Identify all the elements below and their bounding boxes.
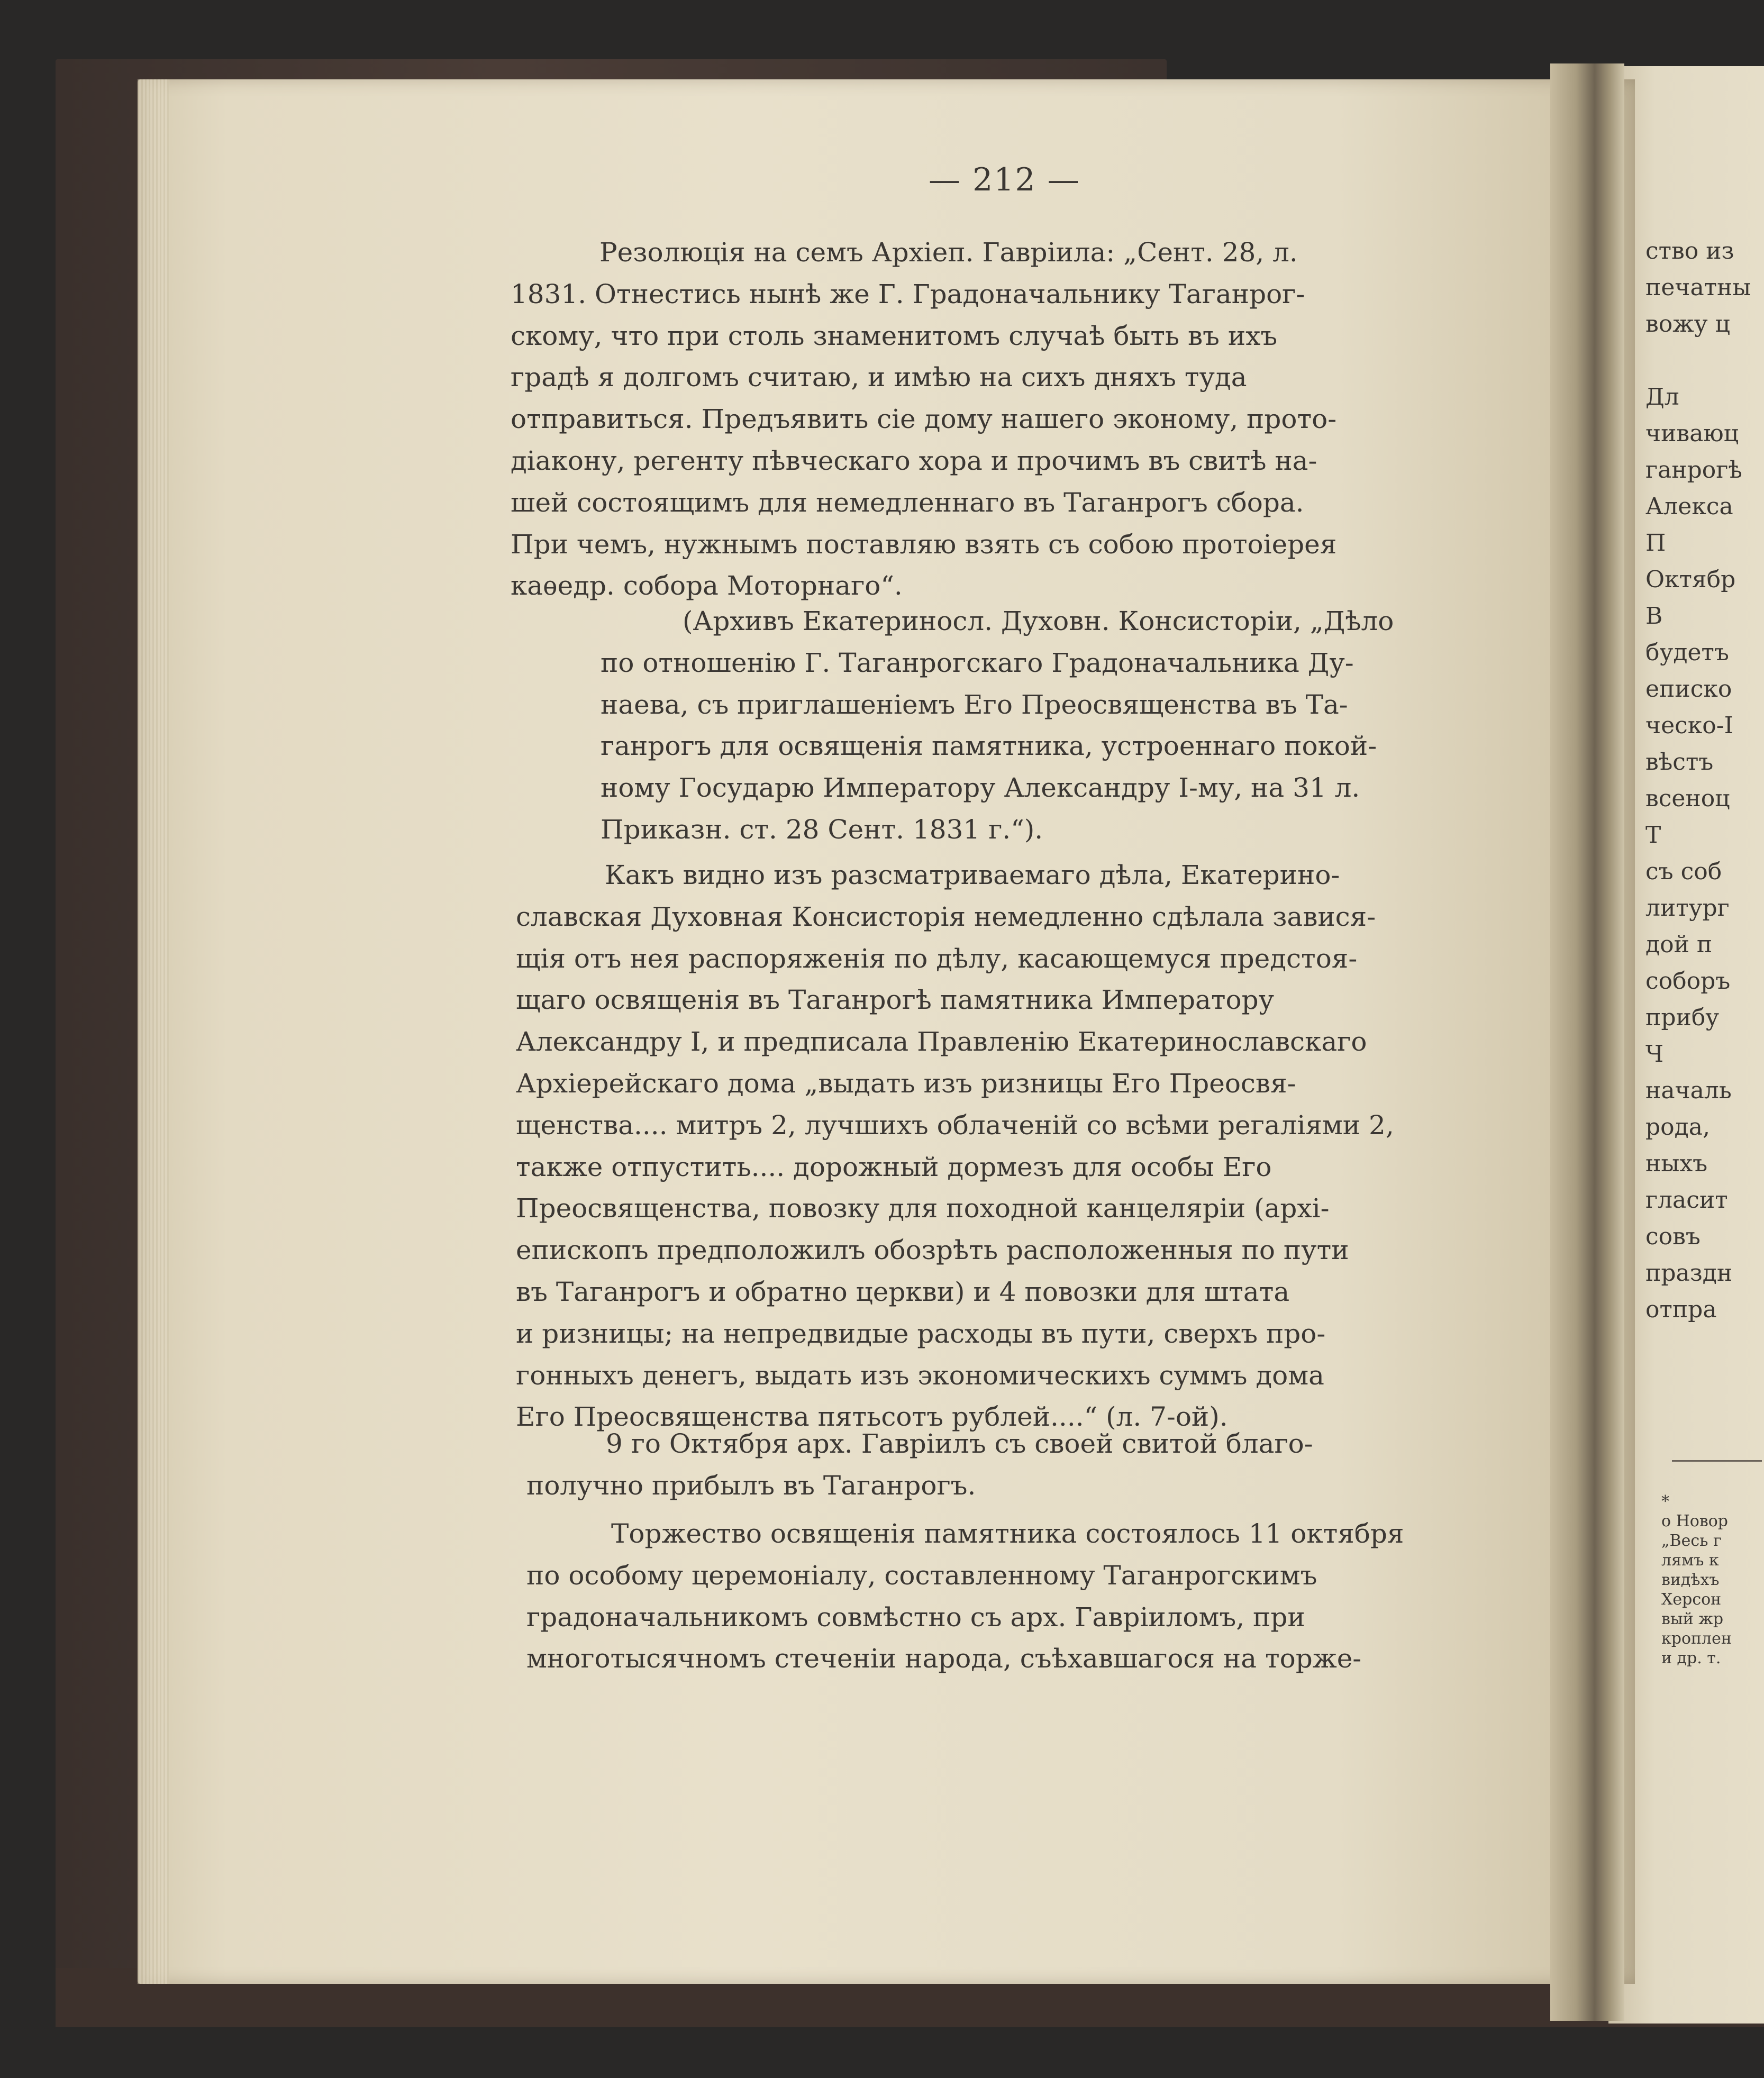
fragment-line: Алекса (1645, 493, 1733, 520)
text-line: гонныхъ денегъ, выдать изъ экономическихъ суммъ дома (516, 1360, 1324, 1391)
text-line: по отношенію Г. Таганрогскаго Градоначальника Ду- (601, 647, 1354, 678)
text-line: Александру І, и предписала Правленію Екатеринославскаго (516, 1026, 1367, 1058)
fragment-line: Ч (1645, 1041, 1664, 1068)
footnote-line: кроплен (1661, 1629, 1732, 1648)
text-line: щія отъ нея распоряженія по дѣлу, касающемуся предстоя- (516, 943, 1358, 974)
text-line: Преосвященства, повозку для походной канцеляріи (архі- (516, 1193, 1330, 1224)
fragment-line: совъ (1645, 1223, 1701, 1250)
fragment-line: соборъ (1645, 968, 1731, 995)
text-line: 9 го Октября арх. Гавріилъ съ своей свитой благо- (606, 1428, 1313, 1459)
text-line: Приказн. ст. 28 Сент. 1831 г.“). (601, 814, 1043, 845)
fragment-line: вѣстъ (1645, 749, 1714, 776)
text-line: (Архивъ Екатериносл. Духовн. Консисторіи, „Дѣло (683, 606, 1394, 636)
text-line: щаго освященія въ Таганрогѣ памятника Императору (516, 985, 1275, 1016)
fragment-line: праздн (1645, 1260, 1733, 1287)
paragraph-arrival (526, 1423, 1313, 1507)
text-line: шей состоящимъ для немедленнаго въ Таганрогъ сбора. (511, 487, 1304, 518)
footnote-line: и др. т. (1661, 1649, 1721, 1667)
footnote-line: Херсон (1661, 1590, 1722, 1609)
fragment-line: ство из (1645, 238, 1734, 265)
paragraph-ceremony (526, 1513, 1404, 1680)
fragment-line: ческо-І (1645, 712, 1734, 739)
text-line: скому, что при столь знаменитомъ случаѣ быть въ ихъ (511, 320, 1278, 351)
text-line: каѳедр. собора Моторнаго“. (511, 570, 903, 601)
book-gutter (1550, 63, 1624, 2021)
footnote-line: видѣхъ (1661, 1571, 1720, 1589)
fragment-line (1645, 342, 1751, 379)
footnote-line: лямъ к (1661, 1551, 1719, 1570)
text-line: 1831. Отнестись нынѣ же Г. Градоначальнику Таганрог- (511, 278, 1305, 309)
archive-citation (601, 600, 1394, 851)
fragment-line: всеноц (1645, 785, 1730, 812)
footnote-line: „Весь г (1661, 1532, 1722, 1550)
right-page-footnote (1661, 1492, 1732, 1668)
text-line: и ризницы; на непредвидые расходы въ пути, сверхъ про- (516, 1318, 1326, 1349)
fragment-line: будетъ (1645, 639, 1729, 666)
paragraph-consistory (516, 854, 1394, 1438)
text-line: ному Государю Императору Александру І-му, на 31 л. (601, 772, 1360, 804)
footnote-line: о Новор (1661, 1512, 1728, 1530)
fragment-line: дой п (1645, 931, 1713, 958)
fragment-line: литург (1645, 895, 1730, 922)
text-line: ганрогъ для освященія памятника, устроеннаго покой- (601, 731, 1377, 762)
page-number: — 212 — (929, 161, 1080, 198)
fragment-line: Дл (1645, 384, 1679, 411)
text-line: градоначальникомъ совмѣстно съ арх. Гавріиломъ, при (526, 1601, 1305, 1633)
text-line: При чемъ, нужнымъ поставляю взять съ собою протоіерея (511, 528, 1337, 560)
text-line: епископъ предположилъ обозрѣть расположенныя по пути (516, 1235, 1349, 1266)
text-line: Резолюція на семъ Архіеп. Гавріила: „Сент. 28, л. (599, 237, 1298, 268)
paragraph-resolution (511, 232, 1336, 607)
fragment-line: еписко (1645, 676, 1732, 703)
right-page-text-fragments (1645, 233, 1751, 1328)
fragment-line: В (1645, 603, 1663, 630)
fragment-line: Т (1645, 822, 1661, 849)
footnote-divider (1672, 1460, 1762, 1462)
fragment-line: печатны (1645, 274, 1751, 301)
fragment-line: ныхъ (1645, 1150, 1708, 1177)
fragment-line: съ соб (1645, 858, 1722, 885)
text-line: діакону, регенту пѣвческаго хора и прочимъ въ свитѣ на- (511, 445, 1317, 476)
fragment-line: вожу ц (1645, 311, 1730, 338)
text-line: Его Преосвященства пятьсотъ рублей....“ (л. 7-ой). (516, 1401, 1228, 1433)
fragment-line: гласит (1645, 1187, 1728, 1214)
text-line: многотысячномъ стеченіи народа, съѣхавшагося на торже- (526, 1643, 1362, 1674)
text-line: Архіерейскаго дома „выдать изъ ризницы Его Преосвя- (516, 1068, 1296, 1099)
text-line: Торжество освященія памятника состоялось 11 октября (611, 1518, 1404, 1549)
footnote-line: вый жр (1661, 1610, 1724, 1628)
fragment-line: Октябр (1645, 566, 1736, 593)
text-line: наева, съ приглашеніемъ Его Преосвященства въ Та- (601, 689, 1348, 720)
fragment-line: П (1645, 530, 1666, 557)
fragment-line: началь (1645, 1077, 1732, 1104)
footnote-line: * (1661, 1492, 1669, 1511)
text-line: въ Таганрогъ и обратно церкви) и 4 повозки для штата (516, 1276, 1290, 1307)
fragment-line: ганрогѣ (1645, 457, 1742, 484)
text-line: отправиться. Предъявить сіе дому нашего эконому, прото- (511, 404, 1337, 435)
fragment-line: прибу (1645, 1004, 1720, 1031)
fragment-line: отпра (1645, 1296, 1717, 1323)
text-line: по особому церемоніалу, составленному Таганрогскимъ (526, 1560, 1317, 1591)
fragment-line: рода, (1645, 1114, 1710, 1141)
fragment-line: чиваюц (1645, 420, 1739, 447)
text-line: градѣ я долгомъ считаю, и имѣю на сихъ дняхъ туда (511, 362, 1247, 393)
text-line: Какъ видно изъ разсматриваемаго дѣла, Екатерино- (605, 860, 1340, 890)
text-line: получно прибылъ въ Таганрогъ. (526, 1470, 976, 1501)
text-line: славская Духовная Консисторія немедленно сдѣлала завися- (516, 901, 1376, 932)
text-line: также отпустить.... дорожный дормезъ для особы Его (516, 1151, 1272, 1182)
text-line: щенства.... митръ 2, лучшихъ облаченій со всѣми регаліями 2, (516, 1109, 1394, 1141)
